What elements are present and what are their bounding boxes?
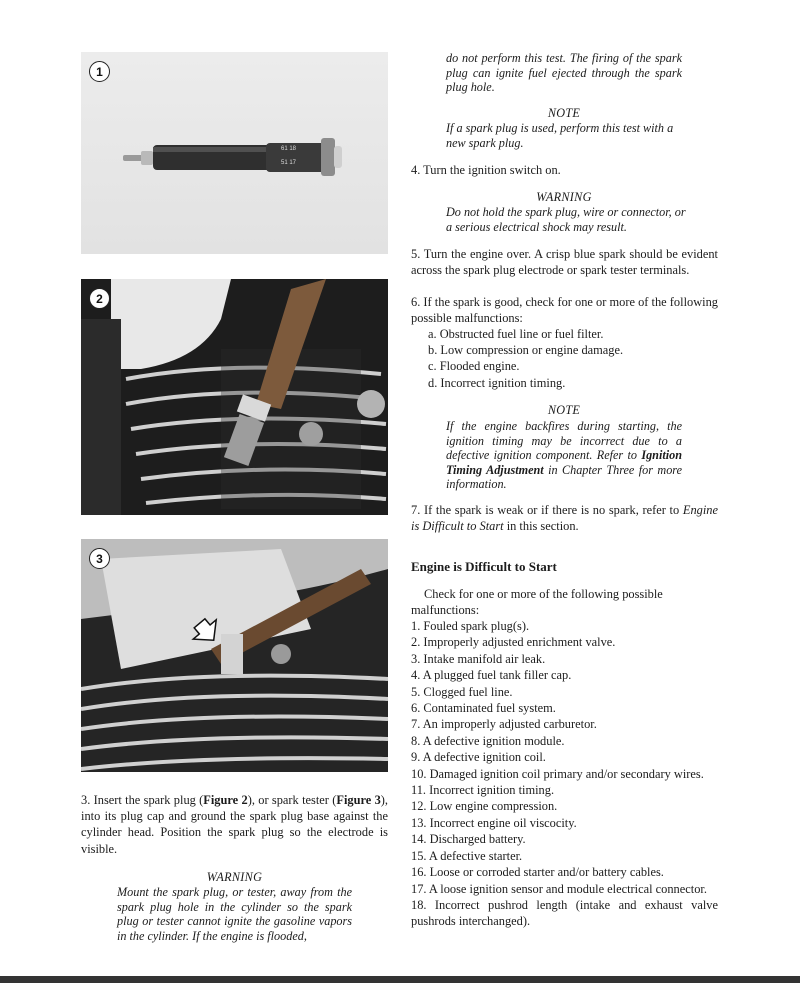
step-4: 4. Turn the ignition switch on.: [411, 163, 561, 177]
list-item: 16. Loose or corroded starter and/or battery cables.: [411, 865, 664, 880]
figure-3-photo: [81, 539, 388, 772]
list-item: b. Low compression or engine damage.: [428, 343, 624, 358]
list-item: 13. Incorrect engine oil viscocity.: [411, 815, 577, 830]
note-text: If a spark plug is used, perform this test with a new spark plug.: [446, 121, 674, 150]
list-item: c. Flooded engine.: [428, 359, 520, 374]
figure-number: 3: [89, 548, 110, 569]
list-item: 5. Clogged fuel line.: [411, 684, 513, 699]
spark-tester-illustration: [81, 52, 388, 254]
step-6: 6. If the spark is good, check for one or more of the following possible malfunctions:: [411, 295, 718, 326]
step-7: 7. If the spark is weak or if there is no spark, refer to Engine is Difficult to Start in this section.: [411, 503, 718, 534]
note-text: If the engine backfires during starting, the ignition timing may be incorrect due to a defective ignition component. Refer to Ignition Timing Adjustment in Chapter Three for more information.: [446, 419, 682, 492]
list-item: 9. A defective ignition coil.: [411, 750, 546, 765]
list-item: 4. A plugged fuel tank filler cap.: [411, 668, 572, 683]
figure-number: 2: [89, 288, 110, 309]
spark-tester-engine-illustration: [81, 539, 388, 772]
figure-3-ref: Figure 3: [336, 793, 381, 807]
list-item: 8. A defective ignition module.: [411, 733, 565, 748]
list-item: 18. Incorrect pushrod length (intake and exhaust valve pushrods interchanged).: [411, 897, 718, 929]
list-item: 12. Low engine compression.: [411, 799, 558, 814]
step-3-paragraph: 3. Insert the spark plug (Figure 2), or spark tester (Figure 3), into its plug cap and ground the spark plug base against the cylinder head. Position the spark plug so the electrode is visible.: [81, 793, 389, 856]
warning-heading: WARNING: [536, 190, 592, 204]
causes-list: [411, 618, 718, 930]
step-5: 5. Turn the engine over. A crisp blue spark should be evident across the spark plug electrode or spark tester terminals.: [411, 247, 718, 278]
intro-paragraph: Check for one or more of the following possible malfunctions:: [411, 587, 663, 618]
warning-text: Do not hold the spark plug, wire or connector, or a serious electrical shock may result.: [446, 205, 686, 234]
section-ref: Engine is Difficult to Start: [411, 503, 718, 534]
list-item: 3. Intake manifold air leak.: [411, 651, 546, 666]
list-item: 10. Damaged ignition coil primary and/or secondary wires.: [411, 766, 704, 781]
list-item: 1. Fouled spark plug(s).: [411, 619, 530, 633]
malfunction-list: [428, 326, 718, 391]
tester-mark-1: 61 18: [281, 146, 297, 152]
warning-continued: do not perform this test. The firing of the spark plug can ignite fuel ejected through the spark plug hole.: [446, 51, 682, 95]
section-heading: Engine is Difficult to Start: [411, 559, 557, 574]
bottom-bar: [0, 976, 800, 983]
figure-2-photo: [81, 279, 388, 515]
spark-plug-engine-illustration: [81, 279, 388, 515]
list-item: 15. A defective starter.: [411, 848, 523, 863]
list-item: 14. Discharged battery.: [411, 832, 526, 847]
warning-heading: WARNING: [206, 870, 263, 884]
figure-number: 1: [89, 61, 110, 82]
list-item: 11. Incorrect ignition timing.: [411, 783, 555, 798]
list-item: d. Incorrect ignition timing.: [428, 375, 566, 390]
ignition-timing-ref: Ignition Timing Adjustment: [446, 448, 682, 477]
note-heading: NOTE: [547, 403, 581, 417]
figure-1-photo: [81, 52, 388, 254]
list-item: 6. Contaminated fuel system.: [411, 701, 556, 716]
list-item: 17. A loose ignition sensor and module electrical connector.: [411, 881, 707, 896]
list-item: 7. An improperly adjusted carburetor.: [411, 717, 597, 732]
list-item: 2. Improperly adjusted enrichment valve.: [411, 635, 616, 650]
figure-2-ref: Figure 2: [203, 793, 248, 807]
list-item: a. Obstructed fuel line or fuel filter.: [428, 327, 604, 341]
note-heading: NOTE: [547, 106, 581, 120]
warning-text: Mount the spark plug, or tester, away from the spark plug hole in the cylinder so the spark plug or tester cannot ignite the gasoline vapors in the cylinder. If the engine is flooded,: [117, 885, 352, 943]
tester-mark-2: 51 17: [281, 160, 297, 166]
